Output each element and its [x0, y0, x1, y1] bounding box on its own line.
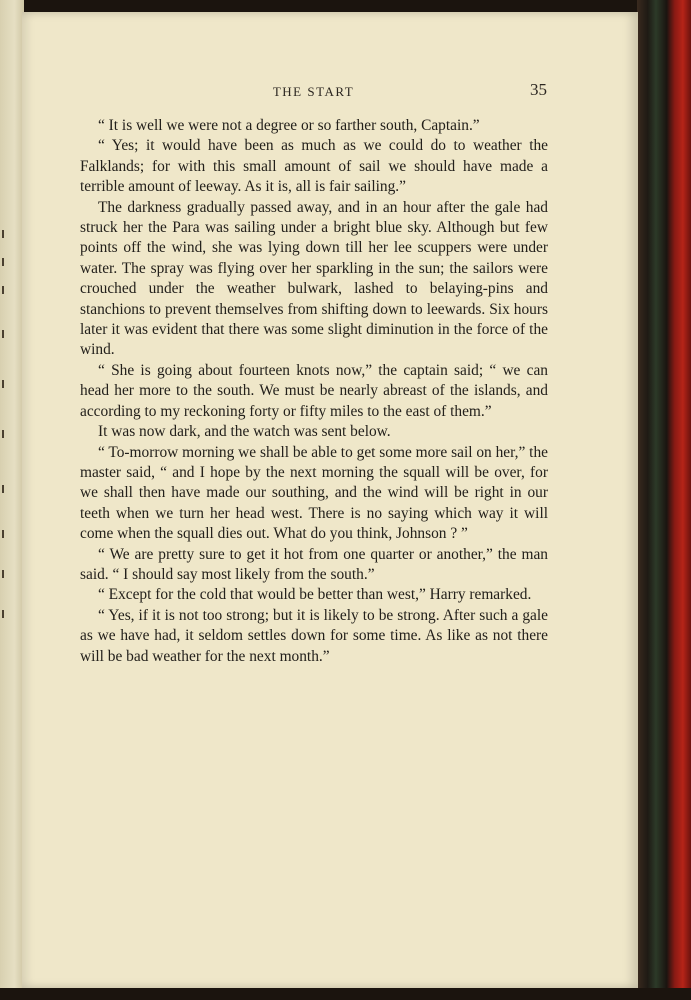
book-page — [22, 12, 638, 988]
paragraph: “ Except for the cold that would be better than west,” Harry remarked. — [98, 586, 532, 604]
paragraph: “ She is going about fourteen knots now,” the captain said; “ we can head her more to the south. We must be nearly abreast of the islands, and according to my reckoning forty or fifty miles to the east of them.” — [80, 361, 548, 420]
paragraph: It was now dark, and the watch was sent below. — [98, 423, 391, 441]
facing-page-marks — [2, 230, 10, 650]
page-header — [80, 80, 547, 102]
paragraph: “ It is well we were not a degree or so farther south, Captain.” — [98, 117, 480, 134]
top-shadow — [0, 0, 691, 12]
book-cover-edge — [637, 0, 691, 1000]
body-text — [80, 116, 548, 667]
paragraph: “ We are pretty sure to get it hot from one quarter or another,” the man said. “ I should say most likely from the south.” — [80, 545, 548, 583]
paragraph: “ Yes; it would have been as much as we could do to weather the Falklands; for with this small amount of sail we should have made a terrible amount of leeway. As it is, all is fair sailing.” — [80, 137, 548, 196]
paragraph: The darkness gradually passed away, and in an hour after the gale had struck her the Para was sailing under a bright blue sky. Although but few points off the wind, she was lying down till her lee scuppers were under water. The spray was flying over her sparkling in the sun; the sailors were crouched under the weather bulwark, lashed to belaying-pins and stanchions to prevent themselves from shifting down to leewards. Six hours later it was evident that there was some slight diminution in the force of the wind. — [80, 198, 548, 359]
page-number: 35 — [530, 80, 547, 99]
bottom-shadow — [0, 988, 691, 1000]
paragraph: “ Yes, if it is not too strong; but it is likely to be strong. After such a gale as we have had, it seldom settles down for some time. As like as not there will be bad weather for the next month.” — [80, 606, 548, 665]
paragraph: “ To-morrow morning we shall be able to get some more sail on her,” the master said, “ and I hope by the next morning the squall will be over, for we shall then have made our southing, and the wind will be right in our teeth when we turn her head west. There is no saying which way it will come when the squall dies out. What do you think, Johnson ? ” — [80, 443, 548, 543]
running-head: THE START — [272, 84, 355, 99]
